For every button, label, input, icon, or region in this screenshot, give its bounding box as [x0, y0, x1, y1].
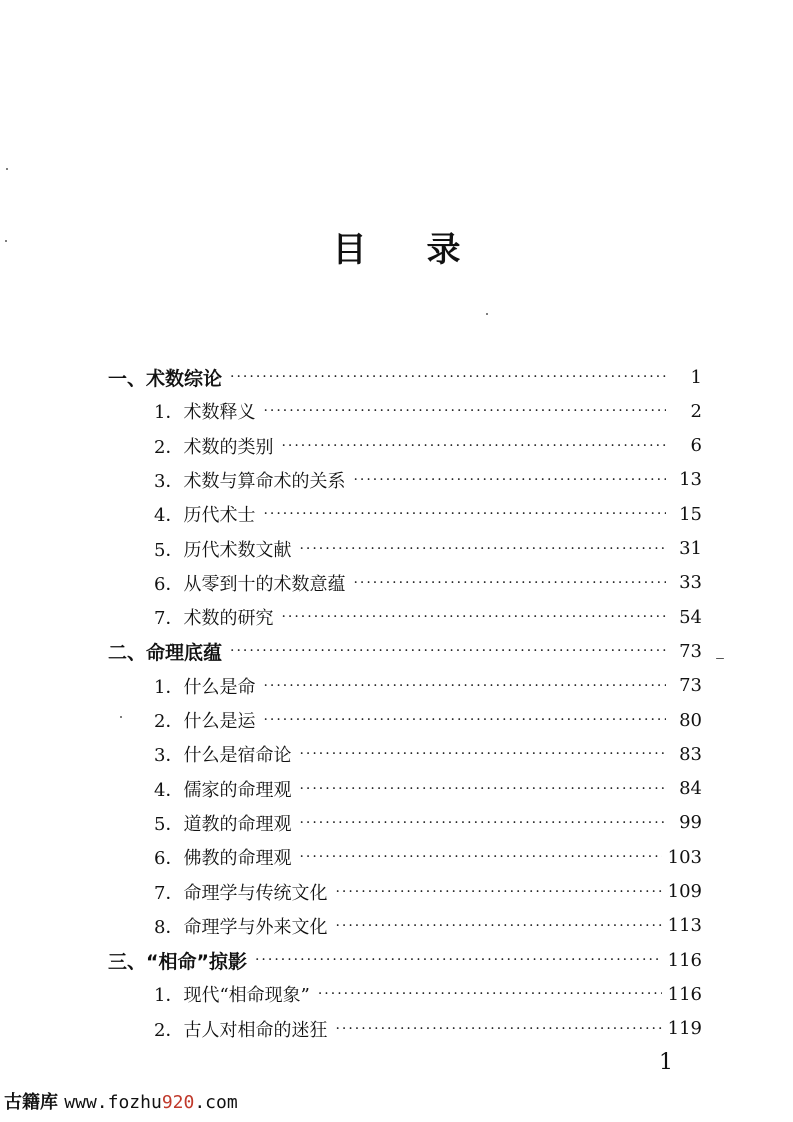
toc-chapter [108, 945, 702, 975]
toc-entry-label: 8．命理学与外来文化 [154, 916, 328, 938]
toc-entry-label: 2．术数的类别 [154, 436, 274, 458]
toc-leader-dots [263, 712, 666, 728]
toc-leader-dots [318, 986, 662, 1002]
toc-entry-page: 119 [667, 1018, 702, 1040]
toc-leader-dots [335, 884, 661, 900]
toc-entry-page: 83 [679, 743, 702, 765]
toc-entry [154, 431, 702, 461]
toc-entry-label: 6．佛教的命理观 [154, 848, 292, 870]
toc-entry-page: 116 [667, 983, 702, 1005]
watermark-url [64, 1092, 237, 1113]
toc-entry-label: 2．古人对相命的迷狂 [154, 1019, 328, 1041]
toc-entry [154, 877, 702, 907]
toc-entry-page: 13 [679, 469, 702, 491]
toc-entry-page: 73 [679, 640, 702, 662]
scan-speck [6, 168, 8, 170]
toc-entry [154, 602, 702, 632]
toc-entry [154, 499, 702, 529]
toc-entry [154, 568, 702, 598]
toc-leader-dots [230, 643, 666, 659]
toc-entry-page: 103 [667, 846, 702, 868]
scan-speck [120, 716, 122, 718]
page-number: 1 [659, 1050, 673, 1075]
toc-entry-label: 7．术数的研究 [154, 608, 274, 630]
toc-entry-label: 3．什么是宿命论 [154, 745, 292, 767]
toc-leader-dots [353, 575, 666, 591]
toc-leader-dots [299, 541, 666, 557]
toc-chapter [108, 362, 702, 392]
toc-entry-label: 1．术数释义 [154, 402, 256, 424]
toc-entry [154, 534, 702, 564]
toc-entry-label: 6．从零到十的术数意蕴 [154, 573, 346, 595]
toc-leader-dots [230, 369, 666, 385]
toc-entry-label: 5．道教的命理观 [154, 813, 292, 835]
watermark-url-prefix: www.fozhu [64, 1092, 162, 1113]
toc-entry [154, 465, 702, 495]
toc-entry-page: 99 [679, 812, 702, 834]
toc-entry-page: 80 [679, 709, 702, 731]
toc-leader-dots [281, 609, 666, 625]
toc-entry [154, 774, 702, 804]
toc-entry-label: 三、“相命”掠影 [108, 950, 247, 973]
toc-entry [154, 671, 702, 701]
toc-entry-label: 3．术数与算命术的关系 [154, 470, 346, 492]
toc-leader-dots [299, 781, 666, 797]
toc-entry-page: 15 [679, 503, 702, 525]
toc-entry [154, 705, 702, 735]
scan-speck [716, 658, 724, 659]
toc-leader-dots [263, 678, 666, 694]
toc-entry [154, 911, 702, 941]
toc-leader-dots [299, 746, 666, 762]
toc-leader-dots [335, 918, 661, 934]
toc-leader-dots [263, 506, 666, 522]
toc-entry-label: 7．命理学与传统文化 [154, 882, 328, 904]
toc-entry-page: 31 [679, 538, 702, 559]
toc-leader-dots [299, 849, 661, 865]
toc-leader-dots [255, 952, 662, 968]
watermark-url-suffix: .com [194, 1092, 238, 1113]
toc-entry [154, 1014, 702, 1044]
toc-leader-dots [299, 815, 666, 831]
toc-entry-label: 1．现代“相命现象” [154, 985, 310, 1007]
toc-entry-label: 2．什么是运 [154, 711, 256, 732]
watermark [4, 1088, 238, 1114]
toc-entry-label: 4．儒家的命理观 [154, 779, 292, 801]
toc-entry [154, 842, 702, 872]
toc-chapter [108, 636, 702, 666]
toc-entry-page: 33 [679, 572, 702, 594]
page-title: 目录 [332, 230, 521, 270]
toc-entry-page: 113 [667, 915, 702, 937]
toc-leader-dots [353, 472, 666, 488]
scan-speck [5, 240, 7, 242]
toc-entry [154, 396, 702, 426]
toc-entry-page: 84 [679, 778, 702, 800]
toc-entry-page: 73 [679, 675, 702, 697]
toc-entry-page: 6 [690, 435, 702, 457]
toc-entry [154, 808, 702, 838]
toc-leader-dots [281, 438, 666, 454]
toc-entry-label: 二、命理底蕴 [108, 641, 223, 664]
toc-entry-page: 109 [667, 881, 702, 902]
toc-leader-dots [335, 1021, 661, 1037]
toc-entry-label: 1．什么是命 [154, 676, 256, 698]
toc-entry-page: 54 [679, 606, 702, 628]
toc-entry [154, 739, 702, 769]
toc-entry [154, 979, 702, 1009]
toc-entry-page: 1 [690, 366, 702, 388]
watermark-url-accent: 920 [161, 1092, 195, 1113]
toc-entry-page: 2 [690, 400, 702, 422]
toc-entry-label: 5．历代术数文献 [154, 539, 292, 561]
watermark-site-name: 古籍库 [4, 1092, 58, 1113]
toc-entry-label: 一、术数综论 [108, 367, 223, 390]
toc-entry-page: 116 [667, 949, 702, 971]
scan-speck [486, 313, 488, 315]
toc-leader-dots [263, 403, 666, 419]
toc-entry-label: 4．历代术士 [154, 505, 256, 527]
